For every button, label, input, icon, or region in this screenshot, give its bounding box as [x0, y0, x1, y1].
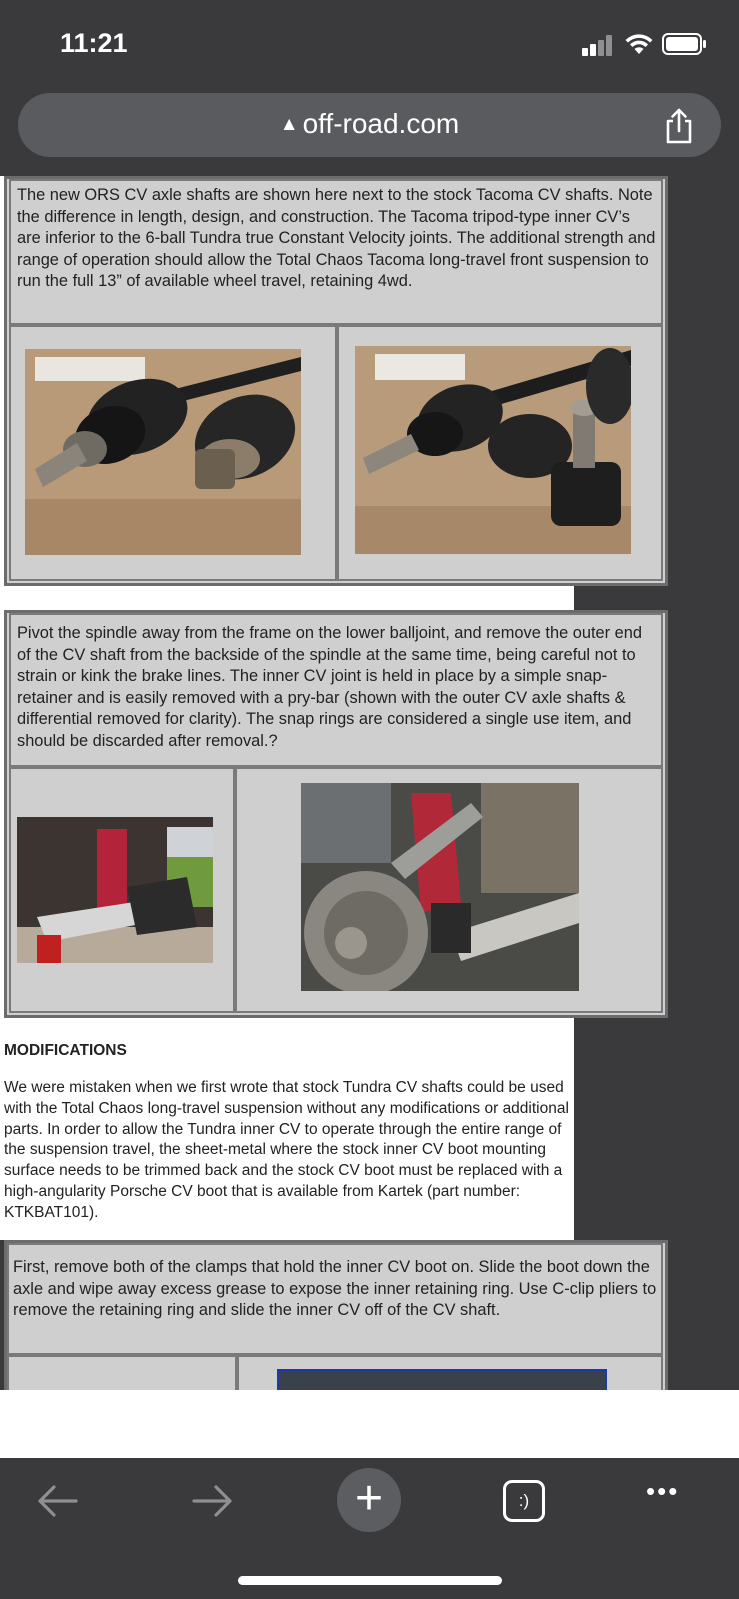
tabs-button[interactable]	[503, 1480, 545, 1522]
tabs-icon: :)	[518, 1491, 530, 1510]
suspension-photo-1	[17, 817, 213, 963]
new-tab-plus-icon[interactable]: +	[337, 1468, 401, 1532]
table-cv-shafts	[4, 176, 668, 586]
modifications-paragraph: We were mistaken when we first wrote that stock Tundra CV shafts could be used with the Total Chaos long-travel suspension without any modifications or additional parts. In order to allow the Tundra inner CV to operate through the entire range of the suspension travel, the sheet-metal where the stock inner CV boot mounting surface needs to be trimmed back and the stock CV boot must be replaced with a high-angularity Porsche CV boot that is available from Kartek (part number: KTKBAT101).	[4, 1079, 569, 1221]
caption-cell	[9, 613, 663, 767]
forward-arrow-icon[interactable]	[192, 1484, 234, 1518]
photo-cell-4	[235, 767, 663, 1013]
photo-cell-1	[9, 325, 337, 581]
table-spindle	[4, 610, 668, 1018]
table-cv-boot	[4, 1240, 668, 1390]
caption-cell	[9, 179, 663, 325]
battery-icon	[662, 33, 706, 55]
cv-shafts-photo-2	[355, 346, 631, 554]
address-bar[interactable]	[18, 93, 721, 157]
cv-shafts-photo-1	[25, 349, 301, 555]
cellular-signal-icon	[582, 34, 616, 56]
share-icon[interactable]	[662, 107, 696, 145]
url-text[interactable]	[18, 108, 721, 140]
home-indicator[interactable]	[238, 1576, 502, 1585]
cv-boot-photo	[277, 1369, 607, 1390]
warning-icon: ▲	[279, 114, 299, 135]
page-bottom-area	[0, 1390, 739, 1458]
caption-cv-shafts: The new ORS CV axle shafts are shown here next to the stock Tacoma CV shafts. Note the difference in length, design, and construction. The Tacoma tripod-type inner CV’s are inferior to the 6-ball Tundra true Constant Velocity joints. The additional strength and range of operation should allow the Total Chaos Tacoma long-travel front suspension to run the full 13” of available wheel travel, retaining 4wd.	[17, 186, 656, 290]
modifications-heading: MODIFICATIONS	[4, 1042, 127, 1059]
caption-cell	[7, 1243, 663, 1355]
caption-spindle: Pivot the spindle away from the frame on the lower balljoint, and remove the outer end of the CV shaft from the backside of the spindle at the same time, being careful not to strain or kink the brake lines. The inner CV joint is held in place by a simple snap-retainer and is easily removed with a pry-bar (shown with the outer CV axle shafts & differential removed for clarity). The snap rings are considered a single use item, and should be discarded after removal.?	[17, 624, 643, 750]
status-time: 11:21	[60, 28, 128, 58]
browser-toolbar	[0, 1458, 739, 1599]
photo-cell-3	[9, 767, 235, 1013]
suspension-photo-2	[301, 783, 579, 991]
photo-cell-5	[7, 1355, 237, 1390]
url-label: off-road.com	[302, 108, 460, 139]
caption-cv-boot: First, remove both of the clamps that hold the inner CV boot on. Slide the boot down the axle and wipe away excess grease to expose the inner retaining ring. Use C-clip pliers to remove the retaining ring and slide the inner CV off of the CV shaft.	[13, 1258, 657, 1319]
more-menu-icon[interactable]: •••	[646, 1476, 680, 1506]
photo-cell-6	[237, 1355, 663, 1390]
wifi-icon	[625, 32, 653, 56]
browser-chrome	[0, 0, 739, 176]
photo-cell-2	[337, 325, 663, 581]
web-content[interactable]	[0, 176, 739, 1390]
back-arrow-icon[interactable]	[36, 1484, 78, 1518]
